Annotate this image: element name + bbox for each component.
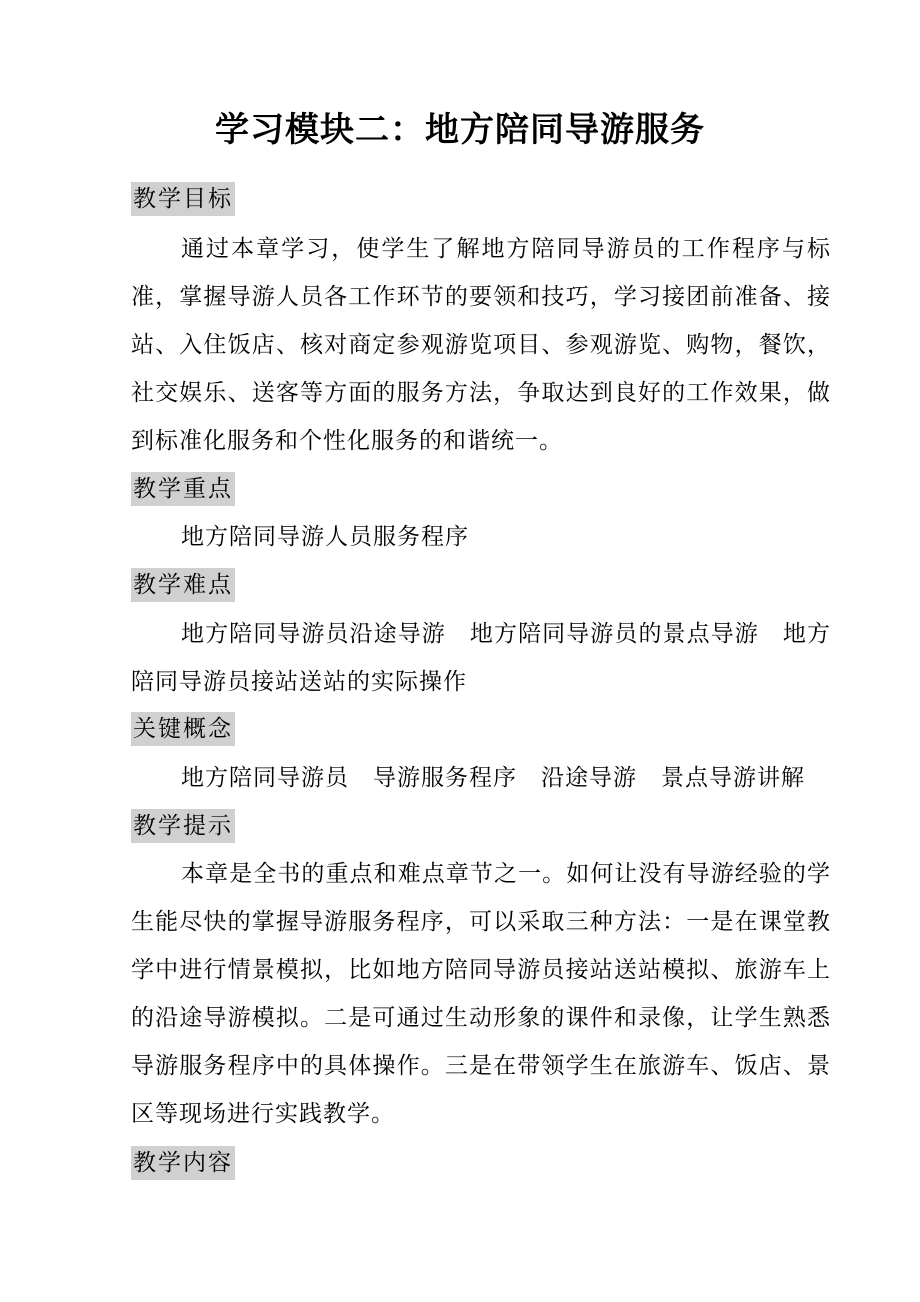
paragraph-teaching-key-points: 地方陪同导游人员服务程序 (181, 524, 469, 550)
heading-teaching-content: 教学内容 (131, 1146, 235, 1180)
paragraph-teaching-difficulties: 地方陪同导游员沿途导游 地方陪同导游员的景点导游 地方陪同导游员接站送站的实际操作 (131, 621, 831, 695)
heading-teaching-key-points: 教学重点 (131, 472, 235, 506)
document-title: 学习模块二：地方陪同导游服务 (215, 110, 705, 150)
paragraph-teaching-tips: 本章是全书的重点和难点章节之一。如何让没有导游经验的学生能尽快的掌握导游服务程序，可以采取三种方法：一是在课堂教学中进行情景模拟，比如地方陪同导游员接站送站模拟、旅游车上的沿途导游模拟。二是可通过生动形象的课件和录像，让学生熟悉导游服务程序中的具体操作。三是在带领学生在旅游车、饭店、景区等现场进行实践教学。 (131, 861, 831, 1127)
heading-teaching-objectives: 教学目标 (131, 182, 235, 216)
heading-teaching-tips: 教学提示 (131, 809, 235, 843)
paragraph-teaching-objectives: 通过本章学习，使学生了解地方陪同导游员的工作程序与标准，掌握导游人员各工作环节的要领和技巧，学习接团前准备、接站、入住饭店、核对商定参观游览项目、参观游览、购物，餐饮，社交娱乐、送客等方面的服务方法，争取达到良好的工作效果，做到标准化服务和个性化服务的和谐统一。 (131, 236, 831, 454)
paragraph-key-concepts: 地方陪同导游员 导游服务程序 沿途导游 景点导游讲解 (181, 765, 805, 791)
heading-key-concepts: 关键概念 (131, 712, 235, 746)
heading-teaching-difficulties: 教学难点 (131, 568, 235, 602)
